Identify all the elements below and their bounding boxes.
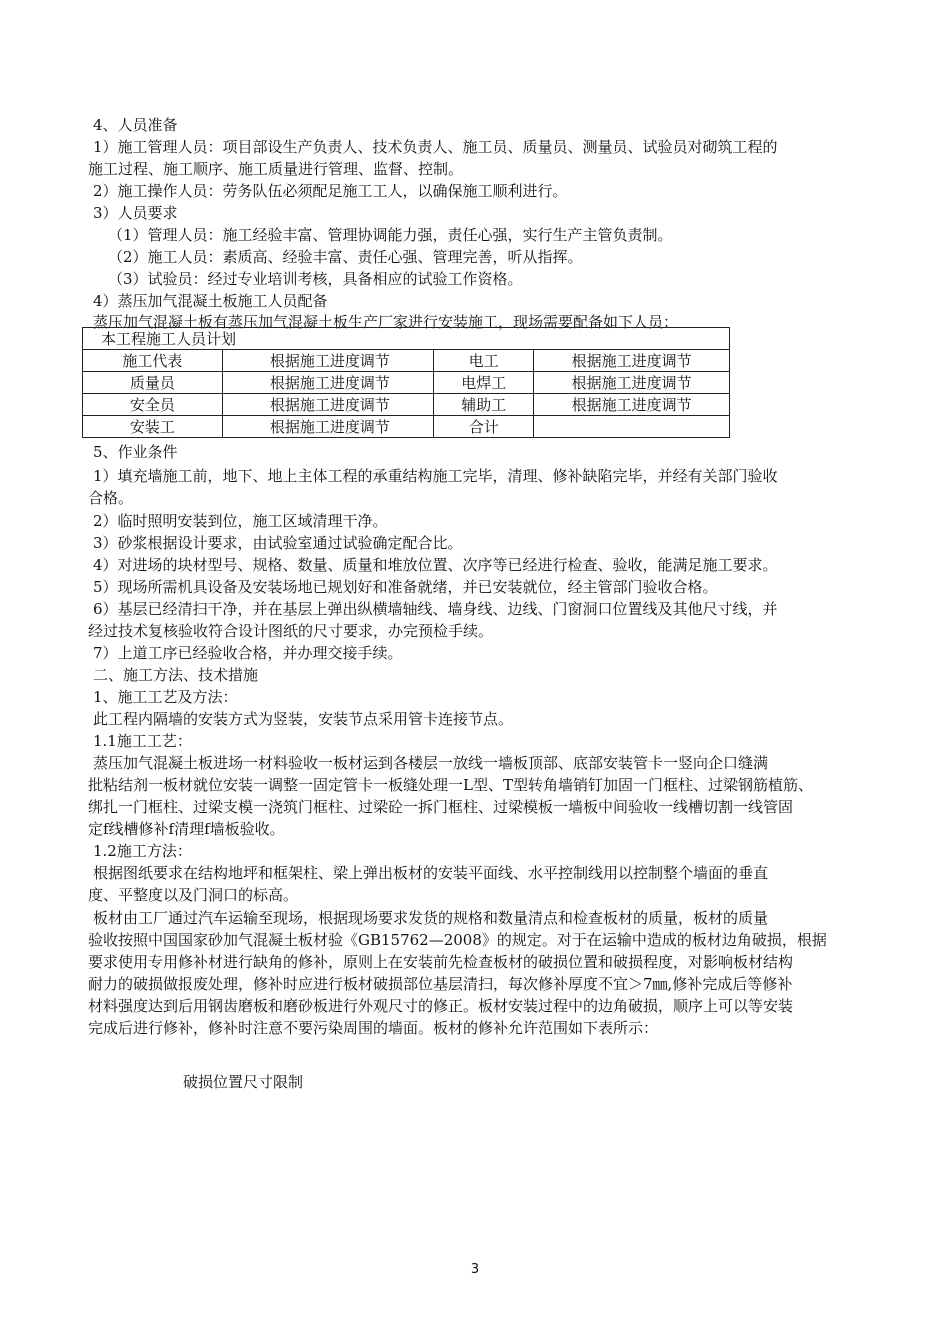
paragraph-line: 绑扎一门框柱、过梁支模一浇筑门框柱、过梁砼一拆门框柱、过梁模板一墙板中间验收一线槽切割一线管固 bbox=[88, 798, 794, 816]
table-row bbox=[83, 372, 730, 394]
table-cell: 施工代表 bbox=[83, 350, 223, 372]
table-cell: 根据施工进度调节 bbox=[222, 394, 434, 416]
paragraph-line: 1）施工管理人员：项目部设生产负责人、技术负责人、施工员、质量员、测量员、试验员对砌筑工程的 bbox=[93, 138, 778, 156]
paragraph-line: 7）上道工序已经验收合格，并办理交接手续。 bbox=[93, 644, 403, 662]
table-cell: 辅助工 bbox=[434, 394, 534, 416]
paragraph-line: （1）管理人员：施工经验丰富、管理协调能力强，责任心强，实行生产主管负责制。 bbox=[108, 226, 673, 244]
table-cell: 质量员 bbox=[83, 372, 223, 394]
paragraph-line: 批粘结剂一板材就位安装一调整一固定管卡一板缝处理一L型、T型转角墙销钉加固一门框柱、过梁钢筋植筋、 bbox=[88, 776, 813, 794]
paragraph-line: 蒸压加气混凝土板进场一材料验收一板材运到各楼层一放线一墙板顶部、底部安装管卡一竖向企口缝满 bbox=[93, 754, 769, 772]
paragraph-line: 5）现场所需机具设备及安装场地已规划好和准备就绪，并已安装就位，经主管部门验收合格。 bbox=[93, 578, 718, 596]
paragraph-line: 完成后进行修补，修补时注意不要污染周围的墙面。板材的修补允许范围如下表所示： bbox=[88, 1019, 659, 1037]
table-row bbox=[83, 394, 730, 416]
paragraph-line: 1）填充墙施工前，地下、地上主体工程的承重结构施工完毕，清理、修补缺陷完毕，并经有关部门验收 bbox=[93, 467, 778, 485]
table-cell: 根据施工进度调节 bbox=[534, 372, 730, 394]
paragraph-line: 6）基层已经清扫干净，并在基层上弹出纵横墙轴线、墙身线、边线、门窗洞口位置线及其他尺寸线，并 bbox=[93, 600, 778, 618]
table-cell: 根据施工进度调节 bbox=[222, 416, 434, 438]
table-cell: 合计 bbox=[434, 416, 534, 438]
section-heading: 二、施工方法、技术措施 bbox=[93, 666, 259, 684]
table-cell: 根据施工进度调节 bbox=[222, 372, 434, 394]
section-heading: 1、施工工艺及方法： bbox=[93, 688, 238, 706]
paragraph-line: （2）施工人员：素质高、经验丰富、责任心强、管理完善，听从指挥。 bbox=[108, 248, 583, 266]
table-cell: 安全员 bbox=[83, 394, 223, 416]
paragraph-line: 要求使用专用修补材进行缺角的修补，原则上在安装前先检查板材的破损位置和破损程度，对影响板材结构 bbox=[88, 953, 794, 971]
table-title-row bbox=[83, 328, 730, 350]
page-number: 3 bbox=[470, 1262, 480, 1277]
section-heading: 4、人员准备 bbox=[93, 116, 178, 134]
paragraph-line: 定f线槽修补f清理f墙板验收。 bbox=[88, 820, 285, 838]
table-cell: 根据施工进度调节 bbox=[222, 350, 434, 372]
table-caption: 破损位置尺寸限制 bbox=[183, 1073, 304, 1091]
paragraph-line: 3）人员要求 bbox=[93, 204, 178, 222]
paragraph-line: 合格。 bbox=[88, 489, 134, 507]
section-heading: 1.2施工方法： bbox=[93, 842, 192, 860]
table-cell: 根据施工进度调节 bbox=[534, 350, 730, 372]
paragraph-line: 2）施工操作人员：劳务队伍必须配足施工工人，以确保施工顺利进行。 bbox=[93, 182, 568, 200]
paragraph-line: 此工程内隔墙的安装方式为竖装，安装节点采用管卡连接节点。 bbox=[93, 710, 514, 728]
table-row bbox=[83, 350, 730, 372]
paragraph-line: 板材由工厂通过汽车运输至现场，根据现场要求发货的规格和数量清点和检查板材的质量，板材的质量 bbox=[93, 909, 769, 927]
paragraph-line: 验收按照中国国家砂加气混凝土板材验《GB15762—2008》的规定。对于在运输中造成的板材边角破损，根据 bbox=[88, 931, 827, 949]
paragraph-line: 经过技术复核验收符合设计图纸的尺寸要求，办完预检手续。 bbox=[88, 622, 494, 640]
section-heading: 5、作业条件 bbox=[93, 443, 178, 461]
table-cell: 电工 bbox=[434, 350, 534, 372]
paragraph-line: 4）蒸压加气混凝土板施工人员配备 bbox=[93, 292, 328, 310]
staff-plan-table bbox=[82, 327, 730, 438]
section-heading: 1.1施工工艺： bbox=[93, 732, 192, 750]
table-cell: 安装工 bbox=[83, 416, 223, 438]
table-cell: 电焊工 bbox=[434, 372, 534, 394]
paragraph-line: 4）对进场的块材型号、规格、数量、质量和堆放位置、次序等已经进行检查、验收，能满足施工要求。 bbox=[93, 556, 778, 574]
paragraph-line: （3）试验员：经过专业培训考核，具备相应的试验工作资格。 bbox=[108, 270, 523, 288]
table-title: 本工程施工人员计划 bbox=[83, 328, 730, 350]
paragraph-line: 材料强度达到后用钢齿磨板和磨砂板进行外观尺寸的修正。板材安装过程中的边角破损，顺序上可以等安装 bbox=[88, 997, 794, 1015]
table-row bbox=[83, 416, 730, 438]
paragraph-line: 根据图纸要求在结构地坪和框架柱、梁上弹出板材的安装平面线、水平控制线用以控制整个墙面的垂直 bbox=[93, 864, 769, 882]
table-cell bbox=[534, 416, 730, 438]
paragraph-line: 3）砂浆根据设计要求，由试验室通过试验确定配合比。 bbox=[93, 534, 463, 552]
paragraph-line: 施工过程、施工顺序、施工质量进行管理、监督、控制。 bbox=[88, 160, 464, 178]
paragraph-line: 2）临时照明安装到位，施工区域清理干净。 bbox=[93, 512, 388, 530]
paragraph-line: 度、平整度以及门洞口的标高。 bbox=[88, 886, 299, 904]
paragraph-line: 蒸压加气混凝土板有蒸压加气混凝土板生产厂家进行安装施工，现场需要配备如下人员： bbox=[93, 313, 679, 331]
paragraph-line: 耐力的破损做报废处理，修补时应进行板材破损部位基层清扫，每次修补厚度不宜＞7㎜,修补完成后等修补 bbox=[88, 975, 793, 993]
table-cell: 根据施工进度调节 bbox=[534, 394, 730, 416]
